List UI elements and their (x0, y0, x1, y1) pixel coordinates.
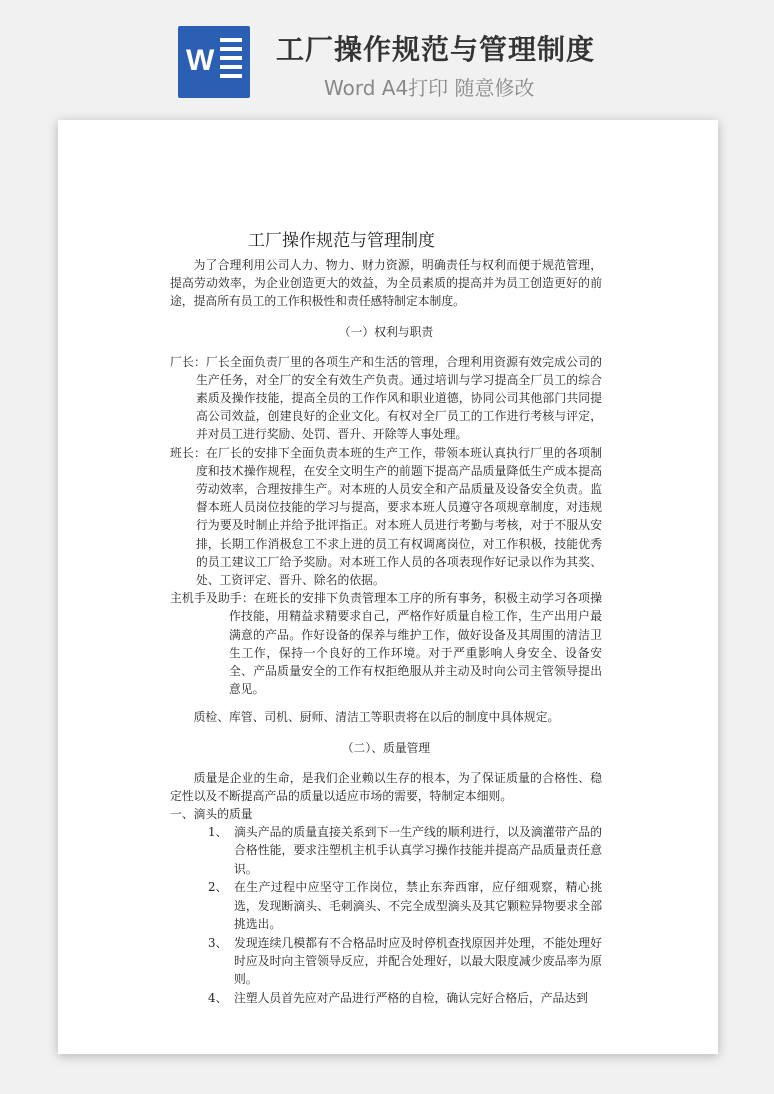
role-team-leader: 班长：在厂长的安排下全面负责本班的生产工作，带领本班认真执行厂里的各项制度和技术操作规程，在安全文明生产的前题下提高产品质量降低生产成本提高劳动效率，合理按排生产。对本班的人员安全和产品质量及设备安全负责。监督本班人员岗位技能的学习与提高，要求本班人员遵守各项规章制度，对违规行为要及时制止并给予批评指正。对本班人员进行考勤与考核，对于不服从安排，长期工作消极怠工不求上进的员工有权调离岗位，对工作积极，技能优秀的员工建议工厂给予奖励。对本班工作人员的各项表现作好记录以作为其奖、处、工资评定、晋升、除名的依据。 (170, 445, 602, 588)
list-number: 3、 (208, 935, 228, 950)
list-number: 1、 (208, 825, 228, 840)
list-item (170, 989, 602, 1007)
banner-title: 工厂操作规范与管理制度 (276, 33, 596, 66)
role-factory-director: 厂长：厂长全面负责厂里的各项生产和生活的管理，合理利用资源有效完成公司的生产任务，对全厂的安全有效生产负责。通过培训与学习提高全厂员工的综合素质及操作技能，提高全员的工作作风和职业道德，协同公司其他部门共同提高公司效益，创建良好的企业文化。有权对全厂员工的工作进行考核与评定，并对员工进行奖励、处罚、晋升、开除等人事处理。 (170, 354, 602, 442)
banner (0, 0, 774, 118)
word-logo-icon (178, 26, 250, 98)
lines-decoration (220, 38, 242, 83)
list-text: 注塑人员首先应对产品进行严格的自检，确认完好合格后，产品达到 (234, 990, 588, 1005)
document-body (170, 228, 602, 1007)
list-item (170, 934, 602, 989)
other-roles-paragraph: 质检、库管、司机、厨师、清洁工等职责将在以后的制度中具体规定。 (193, 710, 560, 725)
section-heading-1: （一）权利与职责 (338, 324, 434, 339)
list-number: 4、 (208, 990, 228, 1005)
quality-intro-paragraph: 质量是企业的生命，是我们企业赖以生存的根本，为了保证质量的合格性、稳定性以及不断提高产品的质量以适应市场的需要，特制定本细则。 (170, 770, 602, 803)
list-item (170, 878, 602, 933)
list-number: 2、 (208, 880, 228, 895)
document-page (58, 120, 718, 1054)
section-heading-2: （二）、质量管理 (341, 740, 431, 755)
logo-letter: W (186, 44, 215, 77)
list-item (170, 823, 602, 878)
list-text: 滴头产品的质量直接关系到下一生产线的顺利进行，以及滴灌带产品的合格性能，要求注塑机主机手认真学习操作技能并提高产品质量责任意识。 (234, 825, 602, 876)
role-machine-operator: 主机手及助手：在班长的安排下负责管理本工序的所有事务，积极主动学习各项操作技能，用精益求精要求自己，严格作好质量自检工作，生产出用户最满意的产品。作好设备的保养与维护工作，做好设备及其周围的清洁卫生工作，保持一个良好的工作环境。对于严重影响人身安全、设备安全、产品质量安全的工作有权拒绝服从并主动及时向公司主管领导提出意见。 (170, 591, 602, 697)
document-title: 工厂操作规范与管理制度 (248, 231, 435, 251)
list-text: 发现连续几模都有不合格品时应及时停机查找原因并处理，不能处理好时应及时向主管领导反应，并配合处理好，以最大限度减少废品率为原则。 (234, 935, 602, 987)
sub-heading: 一、滴头的质量 (170, 807, 253, 822)
banner-subtitle: Word A4打印 随意修改 (324, 76, 535, 100)
intro-paragraph: 为了合理利用公司人力、物力、财力资源，明确责任与权利而便于规范管理，提高劳动效率，为企业创造更大的效益，为全员素质的提高并为员工创造更好的前途，提高所有员工的工作积极性和责任感特制定本制度。 (170, 258, 602, 309)
list-text: 在生产过程中应坚守工作岗位，禁止东奔西窜，应仔细观察，精心挑选，发现断滴头、毛刺滴头、不完全成型滴头及其它颗粒异物要求全部挑选出。 (234, 880, 602, 932)
